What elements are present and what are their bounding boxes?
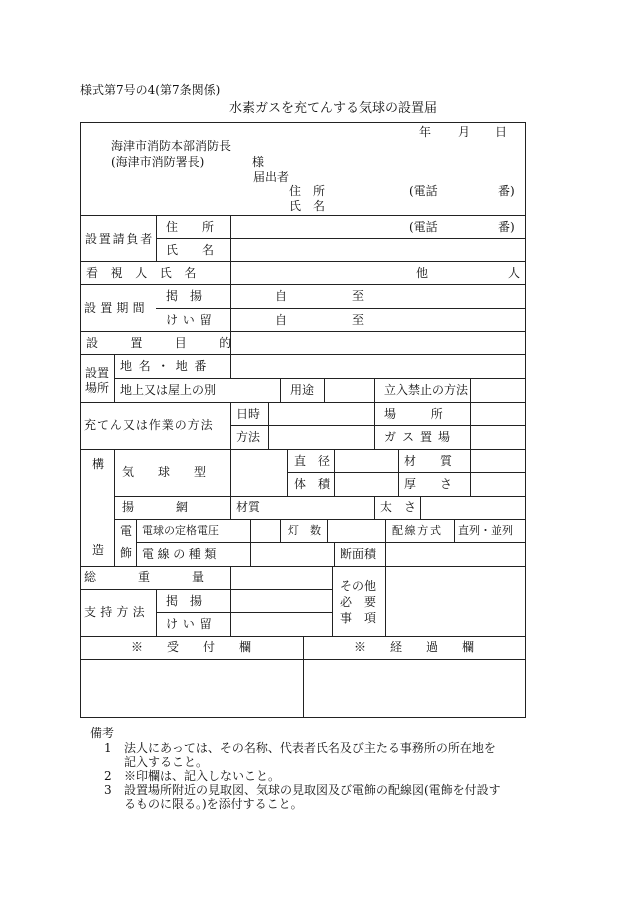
form-number: 様式第7号の4(第7条関係) [80, 83, 221, 97]
applicant-label: 届出者 [253, 170, 290, 184]
period-raise-from: 自 [275, 289, 288, 303]
rule [303, 636, 304, 718]
thickness-label: 厚 さ [404, 477, 453, 491]
support-moor-label: けい留 [166, 617, 217, 631]
rule [230, 425, 526, 426]
frame-left [80, 122, 81, 718]
rule [230, 215, 231, 354]
diameter-label: 直 径 [294, 454, 331, 468]
rule [114, 519, 526, 520]
applicant-name-label: 氏 名 [289, 199, 326, 213]
note-1-line1: 法人にあっては、その名称、代表者氏名及び主たる事務所の所在地を [124, 741, 496, 755]
rule [287, 449, 288, 496]
structure-label-bottom: 造 [92, 543, 105, 557]
rule [80, 566, 526, 567]
rule [80, 402, 526, 403]
rule [374, 402, 375, 449]
rule [80, 449, 526, 450]
rule [454, 519, 455, 542]
period-moor-to: 至 [352, 313, 365, 327]
net-thickness-label: 太 さ [380, 500, 417, 514]
filling-datetime-label: 日時 [236, 407, 261, 421]
rule [385, 519, 386, 542]
net-label: 揚 網 [122, 500, 195, 514]
rule [80, 331, 526, 332]
rule [114, 449, 115, 566]
period-moor-label: けい留 [166, 313, 217, 327]
rule [470, 402, 471, 449]
watcher-label: 看視人氏名 [86, 266, 210, 280]
rule [230, 566, 231, 636]
structure-label-top: 構 [92, 457, 105, 471]
period-label: 設置期間 [84, 301, 149, 315]
rule [114, 378, 526, 379]
rule [374, 378, 375, 402]
contractor-name-label: 氏 名 [166, 243, 215, 257]
rule [420, 496, 421, 519]
cross-section-label: 断面積 [340, 547, 377, 561]
purpose-label: 設置目的 [86, 336, 264, 350]
rule [156, 612, 332, 613]
other-line1: その他 [340, 579, 377, 593]
support-raise-label: 掲 揚 [166, 594, 203, 608]
filling-place-label: 場 所 [384, 407, 447, 421]
rule [280, 378, 281, 402]
other-line2: 必 要 [340, 595, 377, 609]
rule [230, 354, 231, 378]
filling-gas-storage-label: ガス置場 [384, 430, 457, 444]
rule [385, 566, 386, 636]
note-2-line1: ※印欄は、記入しないこと。 [124, 769, 281, 783]
location-no-entry-label: 立入禁止の方法 [384, 383, 469, 397]
wiring-label: 配線方式 [392, 524, 443, 537]
period-raise-label: 掲 揚 [166, 289, 203, 303]
rule [230, 402, 231, 449]
rule [156, 238, 526, 239]
note-3-line1: 設置場所附近の見取図、気球の見取図及び電飾の配線図(電飾を付設す [124, 783, 501, 797]
applicant-phone-label: (電話 [409, 184, 438, 198]
rule [327, 519, 328, 542]
frame-top [80, 122, 526, 123]
rule [114, 354, 115, 402]
rule [250, 519, 251, 566]
rule [156, 589, 157, 636]
note-3-number: 3 [104, 783, 112, 797]
frame-right [525, 122, 526, 718]
day-label: 日 [495, 125, 508, 139]
addressee-line1: 海津市消防本部消防長 [111, 139, 232, 153]
rule [80, 261, 526, 262]
wire-type-label: 電線の種類 [142, 547, 221, 561]
applicant-address-label: 住 所 [289, 184, 326, 198]
contractor-phone-suffix: 番) [498, 220, 515, 234]
applicant-phone-suffix: 番) [498, 184, 515, 198]
total-weight-label: 総 重 量 [84, 570, 211, 584]
rule [280, 519, 281, 542]
filling-label: 充てん又は作業の方法 [84, 418, 214, 432]
rule [324, 378, 325, 402]
rule [470, 449, 471, 496]
rule [80, 284, 526, 285]
rated-voltage-label: 電球の定格電圧 [142, 524, 219, 537]
contractor-phone-label: (電話 [409, 220, 438, 234]
period-raise-to: 至 [352, 289, 365, 303]
location-label-bottom: 場所 [85, 381, 110, 395]
location-label-top: 設置 [85, 366, 110, 380]
support-label: 支持方法 [84, 605, 149, 619]
contractor-address-label: 住 所 [166, 220, 215, 234]
watcher-person-suffix: 人 [508, 266, 521, 280]
rule [334, 542, 335, 566]
volume-label: 体 積 [294, 477, 331, 491]
progress-label: ※ 経 過 欄 [354, 640, 475, 654]
note-2-number: 2 [104, 769, 112, 783]
note-3-line2: るものに限る。)を添付すること。 [124, 797, 303, 811]
location-ground-roof-label: 地上又は屋上の別 [120, 383, 217, 397]
other-line3: 事 項 [340, 611, 377, 625]
balloon-type-label: 気 球 型 [122, 465, 213, 479]
rule [114, 496, 526, 497]
note-1-number: 1 [104, 741, 112, 755]
reception-label: ※ 受 付 欄 [131, 640, 252, 654]
rule [334, 449, 335, 496]
rule [332, 566, 333, 636]
addressee-honorific: 様 [252, 155, 265, 169]
year-label: 年 [419, 125, 432, 139]
rule [80, 354, 526, 355]
period-moor-from: 自 [275, 313, 288, 327]
lamp-count-label: 灯 数 [288, 524, 321, 537]
addressee-line2: (海津市消防署長) [111, 155, 205, 169]
material-label: 材 質 [404, 454, 453, 468]
rule [398, 449, 399, 496]
rule [156, 215, 157, 261]
note-1-line2: 記入すること。 [124, 755, 209, 769]
month-label: 月 [458, 125, 471, 139]
rule [385, 542, 386, 566]
filling-method-label: 方法 [236, 430, 261, 444]
wiring-options: 直列・並列 [458, 524, 513, 537]
decoration-label-bottom: 飾 [120, 546, 133, 560]
rule [80, 215, 526, 216]
form-title: 水素ガスを充てんする気球の設置届 [229, 101, 438, 116]
rule [268, 402, 269, 449]
rule [470, 378, 471, 402]
contractor-label: 設置請負者 [85, 232, 155, 246]
notes-heading: 備考 [90, 726, 115, 740]
rule [230, 449, 231, 496]
watcher-other-label: 他 [416, 266, 429, 280]
rule [136, 542, 526, 543]
rule [156, 308, 526, 309]
rule [136, 519, 137, 566]
rule [230, 496, 231, 519]
decoration-label-top: 電 [120, 524, 133, 538]
rule [374, 496, 375, 519]
rule [287, 472, 526, 473]
net-material-label: 材質 [236, 500, 261, 514]
rule [80, 589, 332, 590]
location-use-label: 用途 [290, 383, 315, 397]
location-address-label: 地名・地番 [120, 359, 214, 373]
